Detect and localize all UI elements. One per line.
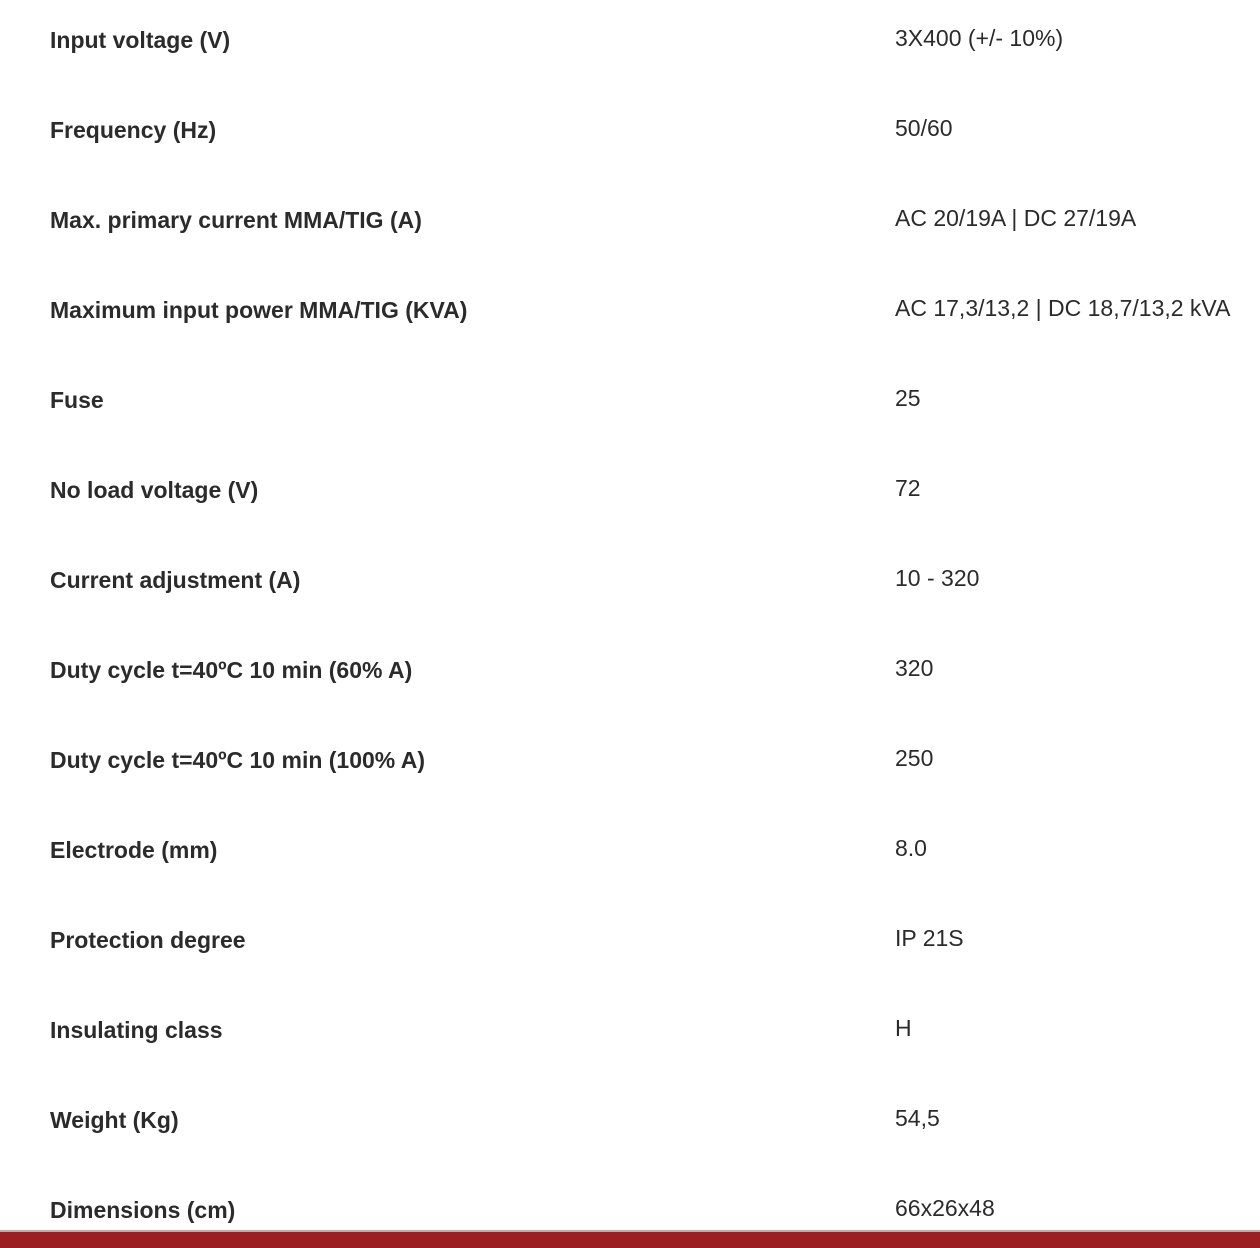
spec-row-insulating-class [0, 990, 1260, 1080]
spec-value: AC 20/19A | DC 27/19A [895, 205, 1137, 231]
spec-row-max-input-power [0, 270, 1260, 360]
spec-value: 25 [895, 385, 921, 411]
spec-label: Frequency (Hz) [50, 117, 217, 143]
spec-label: Dimensions (cm) [50, 1197, 236, 1223]
spec-row-duty-cycle-60 [0, 630, 1260, 720]
spec-value: H [895, 1015, 912, 1041]
spec-label: Input voltage (V) [50, 27, 231, 53]
spec-row-electrode [0, 810, 1260, 900]
spec-value: AC 17,3/13,2 | DC 18,7/13,2 kVA [895, 295, 1231, 321]
spec-value: 10 - 320 [895, 565, 980, 591]
spec-label: Weight (Kg) [50, 1107, 179, 1133]
footer-bar [0, 1230, 1260, 1248]
spec-value: 66x26x48 [895, 1195, 995, 1221]
spec-value: 54,5 [895, 1105, 940, 1131]
spec-label: Current adjustment (A) [50, 567, 301, 593]
spec-label: Electrode (mm) [50, 837, 218, 863]
spec-label: Protection degree [50, 927, 246, 953]
spec-value: 72 [895, 475, 921, 501]
spec-value: 50/60 [895, 115, 953, 141]
spec-row-duty-cycle-100 [0, 720, 1260, 810]
spec-row-frequency [0, 90, 1260, 180]
spec-label: Max. primary current MMA/TIG (A) [50, 207, 422, 233]
spec-value: 8.0 [895, 835, 927, 861]
spec-label: No load voltage (V) [50, 477, 259, 503]
spec-row-no-load-voltage [0, 450, 1260, 540]
spec-value: 250 [895, 745, 934, 771]
spec-row-protection-degree [0, 900, 1260, 990]
spec-value: 320 [895, 655, 934, 681]
spec-label: Duty cycle t=40ºC 10 min (100% A) [50, 747, 426, 773]
spec-label: Duty cycle t=40ºC 10 min (60% A) [50, 657, 413, 683]
spec-row-max-primary-current [0, 180, 1260, 270]
spec-row-fuse [0, 360, 1260, 450]
spec-row-weight [0, 1080, 1260, 1170]
spec-value: IP 21S [895, 925, 964, 951]
spec-row-current-adjustment [0, 540, 1260, 630]
spec-label: Fuse [50, 387, 104, 413]
spec-label: Insulating class [50, 1017, 223, 1043]
spec-value: 3X400 (+/- 10%) [895, 25, 1064, 51]
spec-label: Maximum input power MMA/TIG (KVA) [50, 297, 468, 323]
spec-row-input-voltage [0, 0, 1260, 90]
